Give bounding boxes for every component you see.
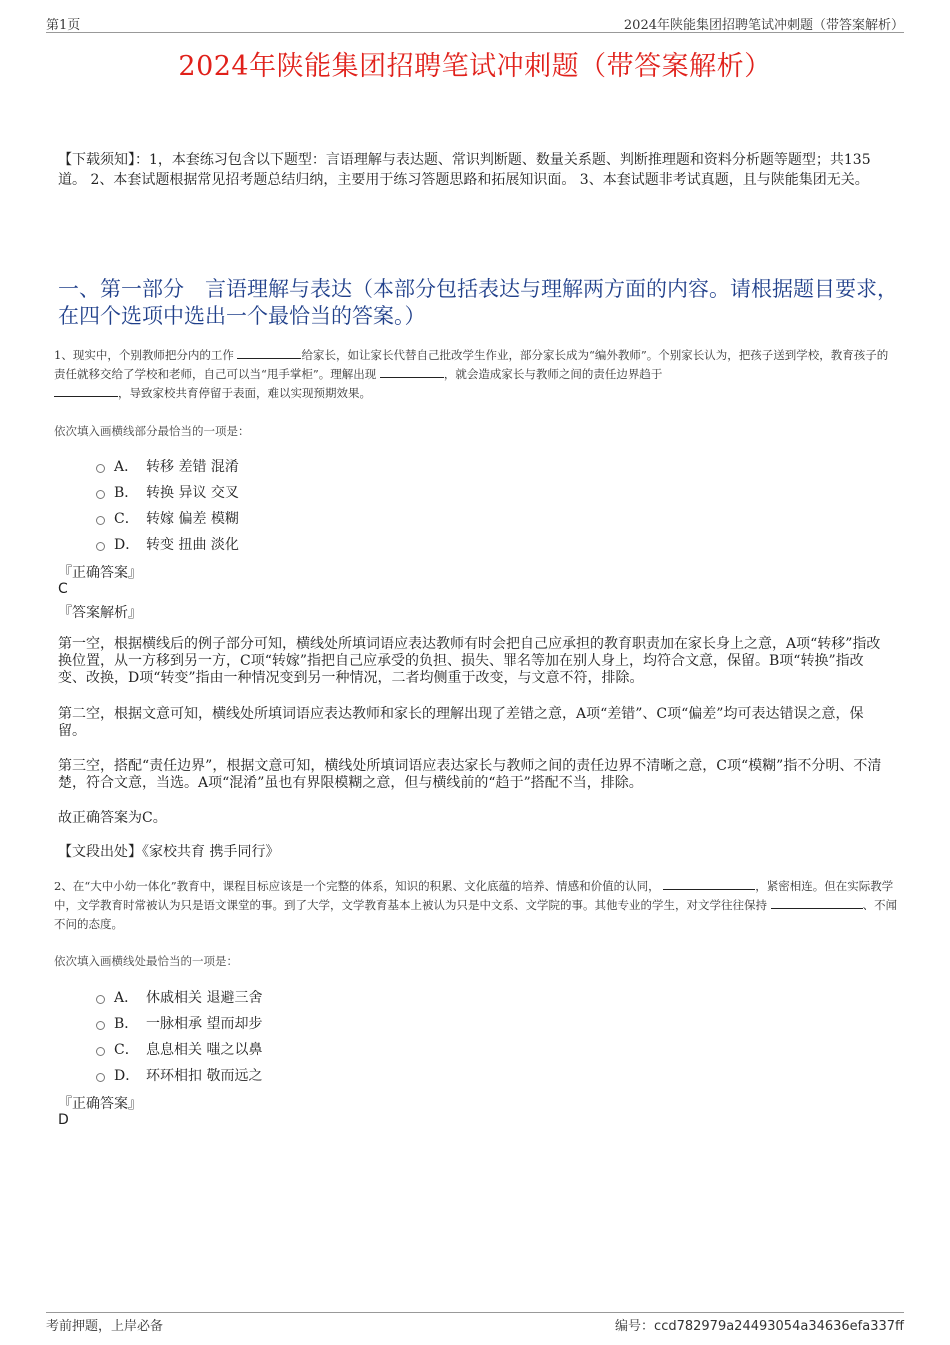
option-a[interactable]: A． 休戚相关 退避三舍 (96, 984, 262, 1010)
answer-blank (237, 346, 301, 359)
analysis-conclusion: 故正确答案为C。 (58, 810, 167, 826)
question-1-prompt: 依次填入画横线部分最恰当的一项是： (54, 424, 250, 438)
option-b[interactable]: B． 转换 异议 交叉 (96, 479, 239, 505)
document-title: 2024年陕能集团招聘笔试冲刺题（带答案解析） (178, 51, 772, 82)
radio-icon[interactable] (96, 1021, 105, 1030)
question-2-prompt: 依次填入画横线处最恰当的一项是： (54, 954, 238, 968)
question-2-text: 2、在“大中小幼一体化”教育中，课程目标应该是一个完整的体系，知识的积累、文化底蕴的培养、情感和价值的认同， ，紧密相连。但在实际教学中，文学教育时常被认为只是语文课堂的事。到了大学，文学教育基本上被认为只是中文系、文学院的事。其他专业的学生，对文学往往保持 、不闻不问的态度。 (54, 879, 898, 931)
radio-icon[interactable] (96, 542, 105, 551)
answer-blank (54, 384, 118, 397)
question-1-options (96, 453, 239, 557)
radio-icon[interactable] (96, 464, 105, 473)
correct-answer-value: C (58, 581, 68, 597)
correct-answer-label: 『正确答案』 (58, 565, 142, 581)
radio-icon[interactable] (96, 1073, 105, 1082)
option-b[interactable]: B． 一脉相承 望而却步 (96, 1010, 262, 1036)
answer-blank (771, 896, 863, 909)
radio-icon[interactable] (96, 516, 105, 525)
analysis-paragraph-2: 第二空，根据文意可知，横线处所填词语应表达教师和家长的理解出现了差错之意，A项“差错”、C项“偏差”均可表达错误之意，保留。 (58, 706, 864, 739)
radio-icon[interactable] (96, 490, 105, 499)
question-2-options (96, 984, 262, 1088)
header-divider (46, 32, 904, 33)
passage-source: 【文段出处】《家校共育 携手同行》 (58, 844, 280, 860)
analysis-paragraph-1: 第一空，根据横线后的例子部分可知，横线处所填词语应表达教师有时会把自己应承担的教育职责加在家长身上之意，A项“转移”指改换位置，从一方移到另一方，C项“转嫁”指把自己应承受的负担、损失、罪名等加在别人身上，均符合文意，保留。B项“转换”指改变、改换，D项“转变”指由一种情况变到另一种情况，二者均侧重于改变，与文意不符，排除。 (58, 636, 881, 686)
header-doc-title: 2024年陕能集团招聘笔试冲刺题（带答案解析） (623, 18, 904, 33)
radio-icon[interactable] (96, 995, 105, 1004)
radio-icon[interactable] (96, 1047, 105, 1056)
footer-divider (46, 1312, 904, 1313)
question-1-text: 1、现实中，个别教师把分内的工作 给家长，如让家长代替自己批改学生作业，部分家长成为“编外教师”。个别家长认为，把孩子送到学校，教育孩子的责任就移交给了学校和老师，自己可以当“甩手掌柜”。理解出现 ，就会造成家长与教师之间的责任边界趋于 ，导致家校共育停留于表面，难以实现预期效果。 (54, 348, 889, 400)
correct-answer-value: D (58, 1112, 69, 1128)
footer-slogan: 考前押题，上岸必备 (46, 1319, 164, 1334)
option-d[interactable]: D． 转变 扭曲 淡化 (96, 531, 239, 557)
analysis-label: 『答案解析』 (58, 605, 142, 621)
answer-blank (380, 365, 444, 378)
option-a[interactable]: A． 转移 差错 混淆 (96, 453, 239, 479)
page-number: 第1页 (46, 18, 81, 33)
document-serial: 编号：ccd782979a24493054a34636efa337ff (615, 1319, 904, 1334)
option-d[interactable]: D． 环环相扣 敬而远之 (96, 1062, 262, 1088)
option-c[interactable]: C． 息息相关 嗤之以鼻 (96, 1036, 262, 1062)
analysis-paragraph-3: 第三空，搭配“责任边界”，根据文意可知，横线处所填词语应表达家长与教师之间的责任边界不清晰之意，C项“模糊”指不分明、不清楚，符合文意，当选。A项“混淆”虽也有界限模糊之意，但与横线前的“趋于”搭配不当，排除。 (58, 758, 882, 791)
download-notice: 【下载须知】：1，本套练习包含以下题型：言语理解与表达题、常识判断题、数量关系题、判断推理题和资料分析题等题型；共135道。 2、本套试题根据常见招考题总结归纳，主要用于练习答题思路和拓展知识面。 3、本套试题非考试真题，且与陕能集团无关。 (58, 152, 871, 188)
correct-answer-label: 『正确答案』 (58, 1096, 142, 1112)
answer-blank (663, 877, 755, 890)
section-heading: 一、第一部分 言语理解与表达（本部分包括表达与理解两方面的内容。请根据题目要求，在四个选项中选出一个最恰当的答案。） (58, 277, 898, 328)
option-c[interactable]: C． 转嫁 偏差 模糊 (96, 505, 239, 531)
